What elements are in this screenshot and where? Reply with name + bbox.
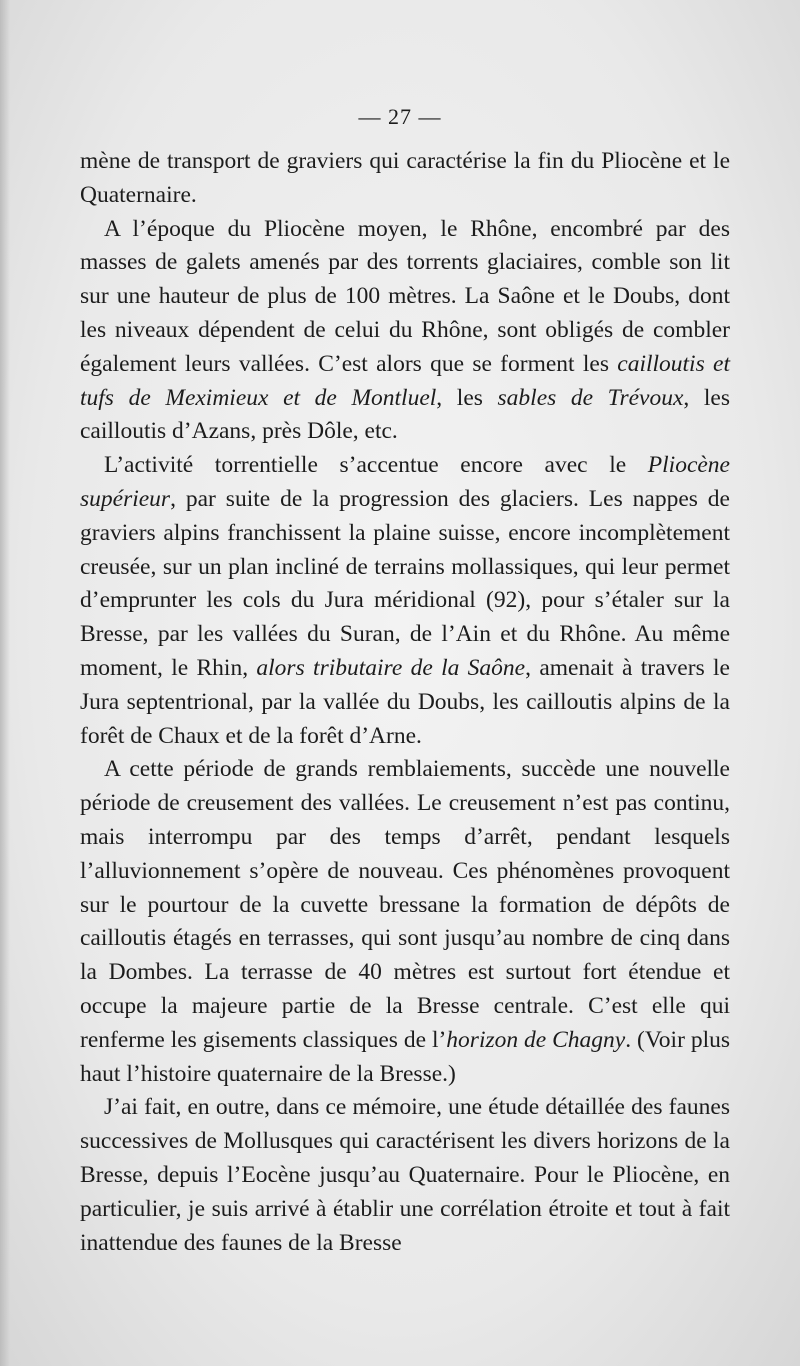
page-number: — 27 — bbox=[358, 104, 442, 129]
text-run: , par suite de la progression des glaciers. Les nappes de graviers alpins franchissent la plaine suisse, encore incomplètement creusée, sur un plan incliné de terrains mollassiques, qui leur permet d’emprunter les cols du Jura méridional (92), pour s’étaler sur la Bresse, par les vallées du Suran, de l’Ain et du Rhône. Au même moment, le Rhin, bbox=[80, 485, 730, 681]
italic-text: cailloutis et tufs de Meximieux et de Montluel bbox=[80, 350, 730, 411]
text-run: A cette période de grands remblaiements, succède une nouvelle période de creusement des vallées. Le creusement n’est pas continu, mais interrompu par des temps d’arrêt, pendant lesquels l’alluvionnement s’opère de nouveau. Ces phénomènes provoquent sur le pourtour de la cuvette bressane la formation de dépôts de cailloutis étagés en terrasses, qui sont jusqu’au nombre de cinq dans la Dombes. La terrasse de 40 mètres est surtout fort étendue et occupe la majeure partie de la Bresse centrale. C’est elle qui renferme les gisements classiques de l’ bbox=[80, 756, 730, 1053]
italic-text: alors tributaire de la Saône bbox=[256, 654, 526, 681]
italic-text: Pliocène supérieur bbox=[80, 452, 730, 512]
text-run: J’ai fait, en outre, dans ce mémoire, une étude détaillée des faunes successives de Mollusques qui caractérisent les divers horizons de la Bresse, depuis l’Eocène jusqu’au Quaternaire. Pour le Pliocène, en particulier, je suis arrivé à établir une corrélation étroite et tout à fait inattendue des faunes de la Bresse bbox=[80, 1094, 730, 1256]
paragraph bbox=[80, 753, 730, 1091]
text-run: . (Voir plus haut l’histoire quaternaire de la Bresse.) bbox=[80, 1026, 731, 1087]
paragraph bbox=[80, 449, 730, 753]
text-run: L’activité torrentielle s’accentue encore avec le bbox=[104, 452, 648, 479]
italic-text: sables de Trévoux bbox=[497, 384, 684, 411]
paragraph bbox=[80, 213, 730, 450]
paragraph bbox=[80, 1091, 730, 1260]
text-run: mène de transport de graviers qui caractérise la fin du Pliocène et le Quaternaire. bbox=[80, 148, 730, 208]
paragraph bbox=[80, 145, 730, 213]
text-run: , les bbox=[436, 384, 498, 411]
italic-text: horizon de Chagny bbox=[446, 1026, 626, 1053]
text-run: , les cailloutis d’Azans, près Dôle, etc. bbox=[80, 384, 731, 445]
text-run: A l’époque du Pliocène moyen, le Rhône, encombré par des masses de galets amenés par des torrents glaciaires, comble son lit sur une hauteur de plus de 100 mètres. La Saône et le Doubs, dont les niveaux dépendent de celui du Rhône, sont obligés de combler également leurs vallées. C’est alors que se forment les bbox=[80, 215, 730, 377]
body-text bbox=[80, 145, 730, 1260]
text-run: , amenait à travers le Jura septentrional, par la vallée du Doubs, les cailloutis alpins de la forêt de Chaux et de la forêt d’Arne. bbox=[80, 654, 730, 749]
